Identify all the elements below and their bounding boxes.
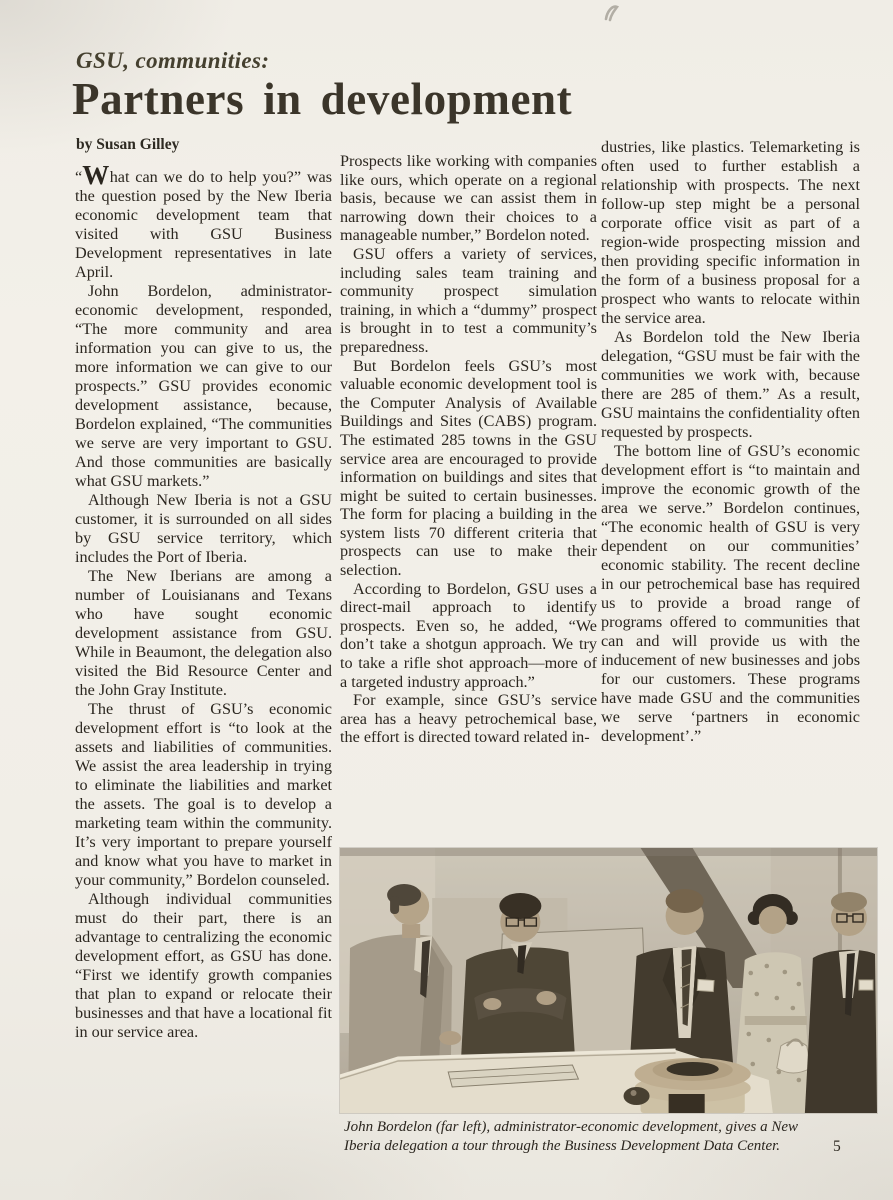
article-kicker: GSU, communities: [76, 48, 270, 73]
paragraph: dustries, like plastics. Telemarketing is often used to further establish a relationship with prospects. The next follow-up step might be a personal corporate office visit as part of a region-wide prospecting mission and then providing specific information in the form of a business proposal for a prospect who wants to relocate within the service area. [601, 138, 860, 327]
text-column-2 [340, 152, 597, 747]
paragraph: For example, since GSU’s service area has a heavy petrochemical base, the effort is directed toward related in- [340, 691, 597, 747]
paragraph: The New Iberians are among a number of Louisianans and Texans who have sought economic development assistance from GSU. While in Beaumont, the delegation also visited the Bid Resource Center and the John Gray Institute. [75, 567, 332, 699]
paragraph: As Bordelon told the New Iberia delegation, “GSU must be fair with the communities we work with, because there are 285 of them.” As a result, GSU maintains the confidentiality often requested by prospects. [601, 328, 860, 441]
paragraph: But Bordelon feels GSU’s most valuable economic development tool is the Computer Analysis of Available Buildings and Sites (CABS) program. The estimated 285 towns in the GSU service area are encouraged to provide information on buildings and sites that might be suited to certain businesses. The form for placing a building in the system lists 70 different criteria that prospects can use to make their selection. [340, 356, 597, 580]
paragraph: GSU offers a variety of services, including sales team training and community prospect simulation training, in which a “dummy” prospect is brought in to test a community’s preparedness. [340, 244, 597, 356]
opening-quote: “ [75, 168, 83, 186]
paragraph [75, 160, 332, 282]
paragraph: John Bordelon, administrator-economic development, responded, “The more community and area information you can give to us, the more information we can give to our prospects.” GSU provides economic development assistance, because, Bordelon explained, “The communities we serve are very important to GSU. And those communities are basically what GSU markets.” [75, 282, 332, 490]
article-byline: by Susan Gilley [76, 136, 180, 153]
paragraph: According to Bordelon, GSU uses a direct-mail approach to identify prospects. Even so, he added, “We don’t take a shotgun approach. We try to take a rifle shot approach—more of a targeted industry approach.” [340, 579, 597, 691]
photo-illustration [340, 848, 877, 1113]
article-photo [340, 848, 877, 1113]
drop-cap: W [82, 160, 110, 190]
paragraph: Although New Iberia is not a GSU customer, it is surrounded on all sides by GSU service territory, which includes the Port of Iberia. [75, 491, 332, 566]
paragraph: Although individual communities must do their part, there is an advantage to centralizing the economic development effort, as GSU has done. “First we identify growth companies that plan to expand or relocate their businesses and that have a locational fit in our service area. [75, 890, 332, 1041]
page-number: 5 [833, 1138, 841, 1155]
paragraph-text: hat can we do to help you?” was the question posed by the New Iberia economic development team that visited with GSU Business Development representatives in late April. [75, 168, 332, 281]
text-column-3 [601, 138, 860, 746]
photo-caption: John Bordelon (far left), administrator-economic development, gives a New Iberia delegation a tour through the Business Development Data Center. [344, 1119, 799, 1155]
paragraph: The bottom line of GSU’s economic development effort is “to maintain and improve the economic growth of the area we serve.” Bordelon continues, “The economic health of GSU is very dependent on our communities’ economic stability. The recent decline in our petrochemical base has required us to provide a broad range of programs offered to communities that can and will provide us with the inducement of new businesses and jobs for our customers. These programs have made GSU and the communities we serve ‘partners in economic development’.” [601, 442, 860, 745]
text-column-1 [75, 160, 332, 1042]
article-title: Partners in development [72, 74, 573, 124]
pen-mark [603, 2, 621, 22]
paragraph: The thrust of GSU’s economic development effort is “to look at the assets and liabilities of communities. We assist the area leadership in trying to eliminate the liabilities and market the assets. The goal is to develop a marketing team within the community. It’s very important to prepare yourself and know what you have to market in your community,” Bordelon counseled. [75, 700, 332, 889]
paragraph: Prospects like working with companies like ours, which operate on a regional basis, because we can assist them in narrowing down their choices to a manageable number,” Bordelon noted. [340, 152, 597, 245]
